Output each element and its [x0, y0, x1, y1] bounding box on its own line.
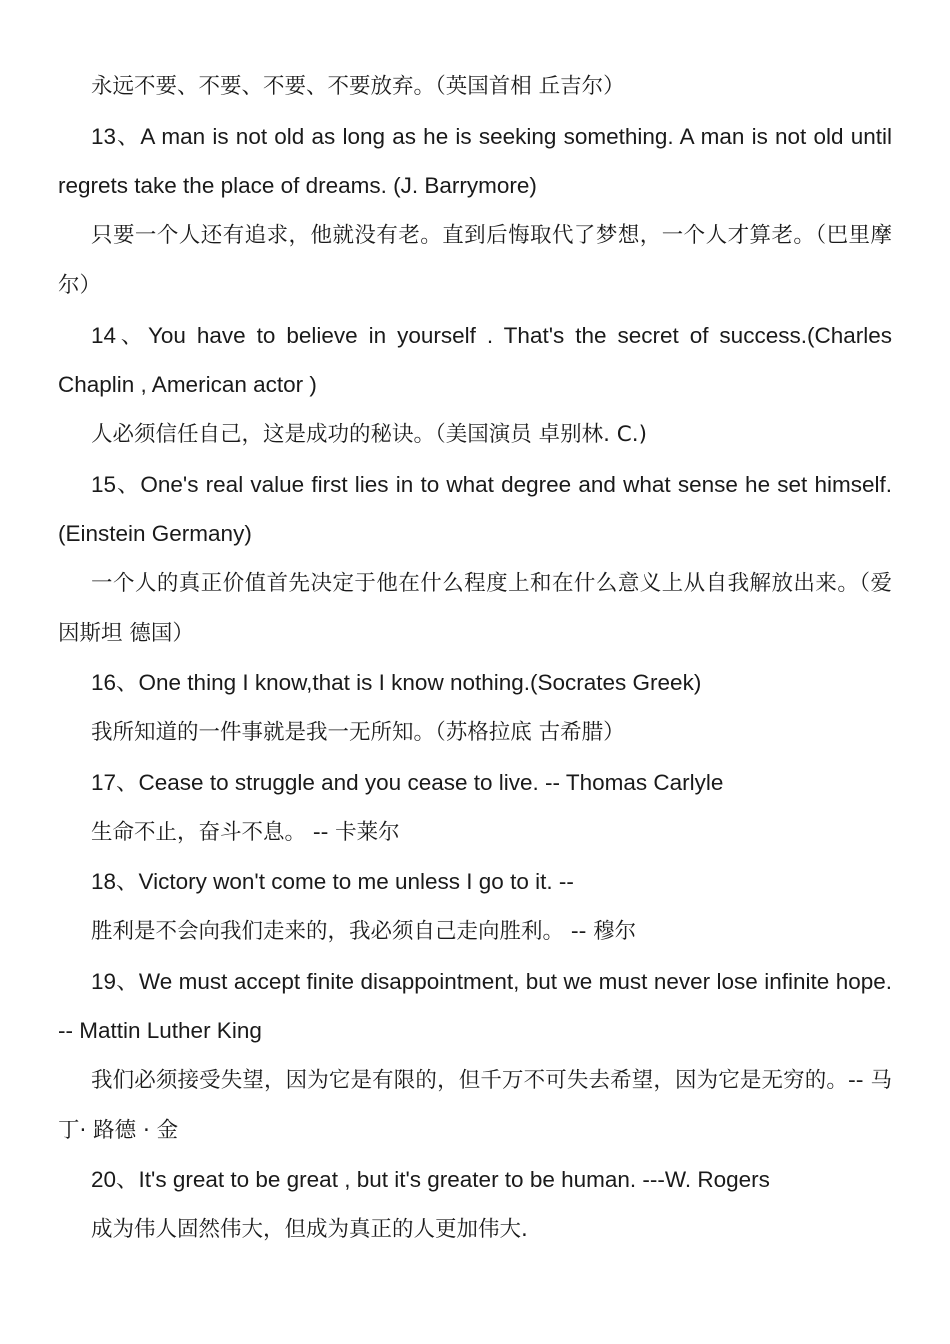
document-page: [58, 62, 892, 1255]
quote-17: 17、Cease to struggle and you cease to live. -- Thomas Carlyle: [91, 769, 724, 795]
quote-18: 18、Victory won't come to me unless I go to it. --: [91, 869, 574, 895]
quote-16: 16、One thing I know,that is I know nothing.(Socrates Greek): [91, 670, 702, 696]
quote-translation-20: 成为伟人固然伟大，但成为真正的人更加伟大.: [91, 1217, 528, 1243]
quote-19: 19、We must accept finite disappointment, but we must never lose infinite hope. -- Mattin Luther King: [58, 968, 892, 1044]
quote-translation-17: 生命不止，奋斗不息。 -- 卡莱尔: [91, 819, 400, 845]
quote-translation-18: 胜利是不会向我们走来的，我必须自己走向胜利。 -- 穆尔: [91, 918, 637, 944]
quote-translation-19: 我们必须接受失望，因为它是有限的，但千万不可失去希望，因为它是无穷的。-- 马丁· 路德 · 金: [58, 1068, 892, 1143]
quote-translation-12: 永远不要、不要、不要、不要放弃。（英国首相 丘吉尔）: [91, 74, 625, 99]
quote-translation-14: 人必须信任自己，这是成功的秘诀。（美国演员 卓别林. C.): [91, 421, 647, 447]
quote-15: 15、One's real value first lies in to what degree and what sense he set himself.(Einstein Germany): [58, 471, 892, 547]
quote-14: 14、You have to believe in yourself . That's the secret of success.(Charles Chaplin , American actor ): [58, 322, 892, 398]
quote-13: 13、A man is not old as long as he is seeking something. A man is not old until regrets take the place of dreams. (J. Barrymore): [58, 123, 892, 199]
quote-translation-13: 只要一个人还有追求，他就没有老。直到后悔取代了梦想，一个人才算老。（巴里摩尔）: [58, 223, 892, 298]
quote-translation-15: 一个人的真正价值首先决定于他在什么程度上和在什么意义上从自我解放出来。（爱因斯坦 德国）: [58, 571, 892, 646]
quote-translation-16: 我所知道的一件事就是我一无所知。（苏格拉底 古希腊）: [91, 720, 625, 746]
quote-20: 20、It's great to be great , but it's greater to be human. ---W. Rogers: [91, 1167, 770, 1193]
